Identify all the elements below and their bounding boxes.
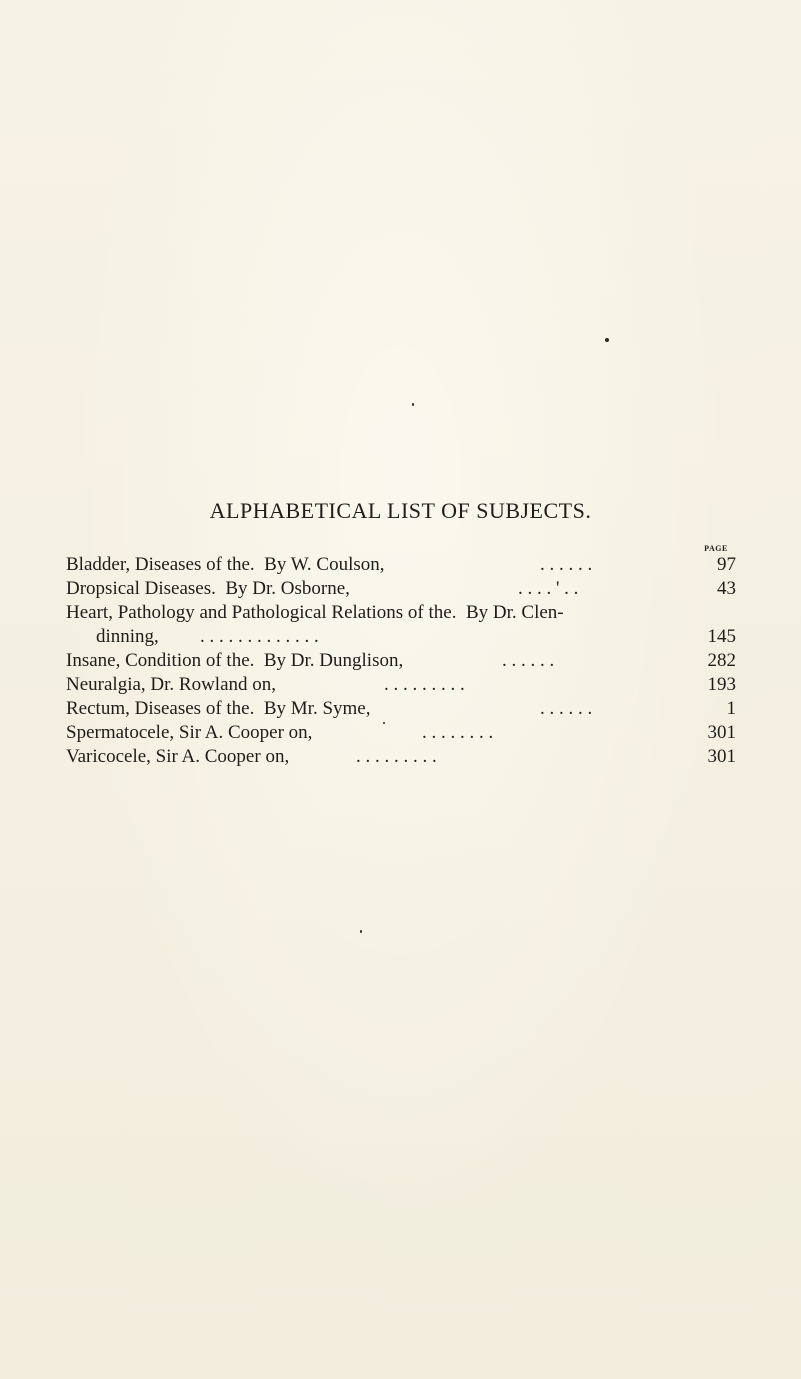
toc-entry-title: Dropsical Diseases. By Dr. Osborne, [66,578,350,599]
toc-entry-page: 97 [717,554,736,575]
toc-leader-dots: . . . . . . . . . [384,674,465,695]
toc-entry-title: Heart, Pathology and Pathological Relations of the. By Dr. Clen- [66,602,564,623]
toc-entry-page: 301 [707,722,736,743]
toc-entry [66,721,736,745]
toc-leader-dots: . . . . . . [540,698,593,719]
toc-entry-page: 1 [726,698,736,719]
print-speck [605,338,609,342]
page-title: ALPHABETICAL LIST OF SUBJECTS. [209,498,592,523]
toc-entry [66,577,736,601]
toc-entry-title: Rectum, Diseases of the. By Mr. Syme, [66,698,371,719]
toc-entry-continuation [66,625,736,649]
page-column-label: PAGE [704,544,728,553]
toc-entry-title: dinning, [96,626,159,647]
toc-entry-title: Spermatocele, Sir A. Cooper on, [66,722,313,743]
toc-entry-title: Bladder, Diseases of the. By W. Coulson, [66,554,385,575]
contents-list [66,553,736,769]
print-speck [412,403,414,406]
toc-entry-title: Insane, Condition of the. By Dr. Dunglison, [66,650,404,671]
toc-leader-dots: . . . . . . . . [422,722,494,743]
toc-entry-title: Varicocele, Sir A. Cooper on, [66,746,290,767]
toc-entry [66,745,736,769]
toc-leader-dots: . . . . . . . . . [356,746,437,767]
toc-entry [66,649,736,673]
toc-leader-dots: . . . . ' . . [518,578,579,599]
toc-leader-dots: . . . . . . [540,554,593,575]
toc-entry [66,673,736,697]
toc-entry [66,553,736,577]
toc-entry-page: 43 [717,578,736,599]
print-speck [360,930,362,933]
toc-entry-title: Neuralgia, Dr. Rowland on, [66,674,277,695]
toc-leader-dots: . . . . . . [502,650,555,671]
toc-entry-page: 145 [707,626,736,647]
toc-entry-page: 301 [707,746,736,767]
toc-entry-page: 193 [707,674,736,695]
toc-entry [66,697,736,721]
toc-entry-page: 282 [707,650,736,671]
toc-leader-dots: . . . . . . . . . . . . . [200,626,319,647]
toc-entry [66,601,736,625]
